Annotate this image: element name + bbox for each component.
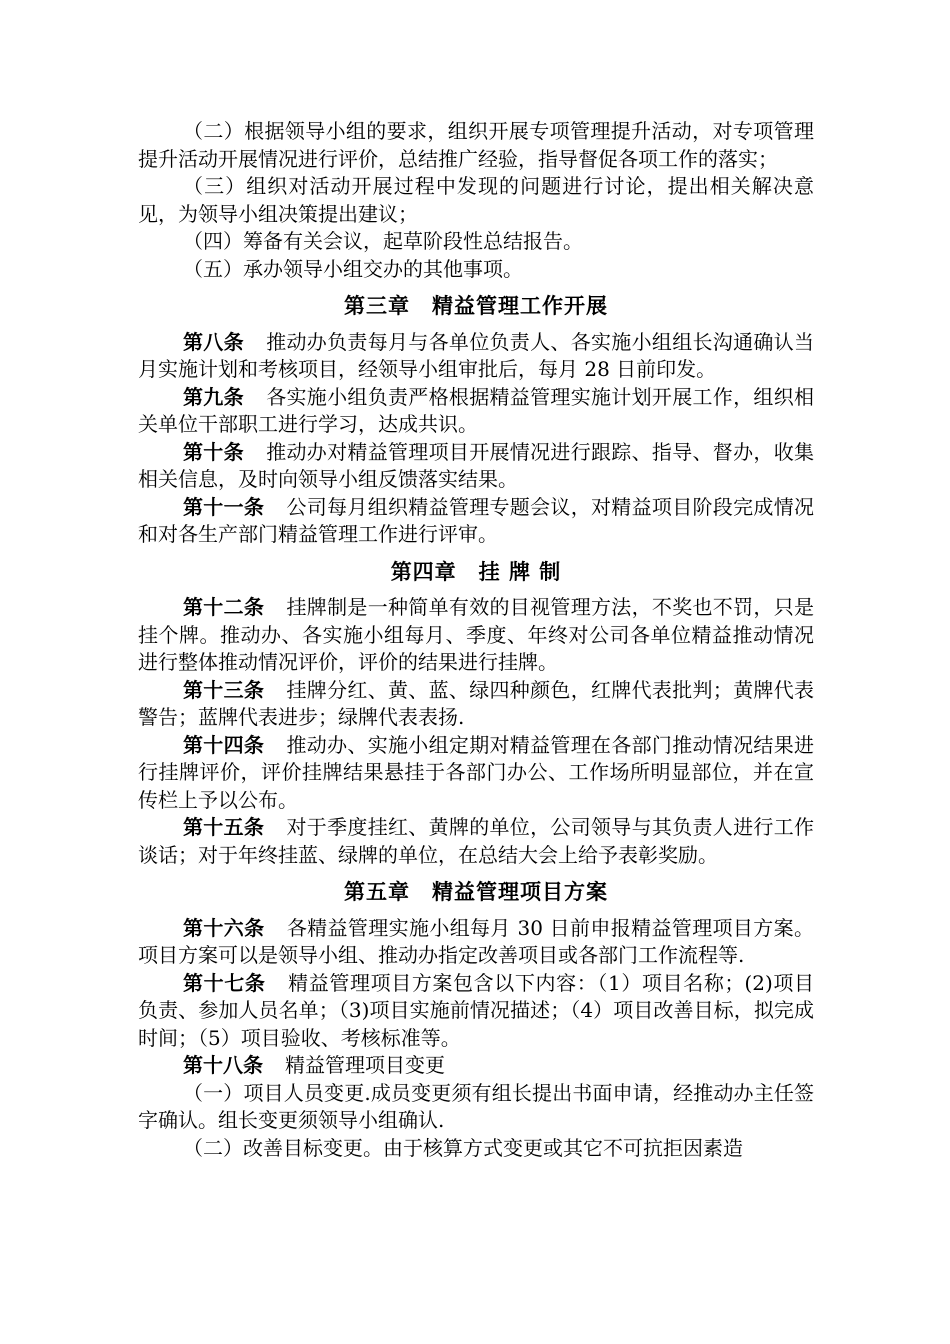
article-label: 第十八条 xyxy=(183,1053,263,1077)
article xyxy=(138,970,814,1053)
chapter-heading-5: 第五章 精益管理项目方案 xyxy=(344,880,608,904)
article-text: 推动办负责每月与各单位负责人、各实施小组组长沟通确认当月实施计划和考核项目，经领导小组审批后，每月 28 日前印发。 xyxy=(138,329,815,381)
article-label: 第十五条 xyxy=(183,815,265,839)
article xyxy=(138,384,814,439)
article-label: 第十二条 xyxy=(183,595,265,619)
intro-item: （二）根据领导小组的要求，组织开展专项管理提升活动，对专项管理提升活动开展情况进行评价，总结推广经验，指导督促各项工作的落实； xyxy=(138,119,814,171)
article xyxy=(138,329,814,384)
chapter-heading-3: 第三章 精益管理工作开展 xyxy=(344,294,608,318)
article-text: 推动办对精益管理项目开展情况进行跟踪、指导、督办，收集相关信息，及时向领导小组反馈落实结果。 xyxy=(138,439,815,491)
article xyxy=(138,594,814,677)
article-label: 第十六条 xyxy=(183,915,265,940)
article-text: 精益管理项目方案包含以下内容：（1）项目名称；(2)项目负责、参加人员名单；（3)项目实施前情况描述；（4）项目改善目标，拟完成时间；（5）项目验收、考核标准等。 xyxy=(138,970,815,1050)
article-text: 精益管理项目变更 xyxy=(285,1053,445,1077)
intro-item: （四）筹备有关会议，起草阶段性总结报告。 xyxy=(183,229,583,253)
article-label: 第九条 xyxy=(183,384,244,409)
article xyxy=(138,677,814,732)
article-label: 第八条 xyxy=(183,329,244,354)
article-label: 第十三条 xyxy=(183,677,265,702)
article xyxy=(138,494,814,549)
article-text: 各精益管理实施小组每月 30 日前申报精益管理项目方案。项目方案可以是领导小组、推动办指定改善项目或各部门工作流程等. xyxy=(138,915,815,967)
article xyxy=(138,915,814,970)
article-label: 第十四条 xyxy=(183,732,265,757)
article-label: 第十一条 xyxy=(183,494,265,519)
article xyxy=(138,732,814,815)
article-text: 推动办、实施小组定期对精益管理在各部门推动情况结果进行挂牌评价，评价挂牌结果悬挂于各部门办公、工作场所明显部位，并在宣传栏上予以公布。 xyxy=(138,732,815,812)
document-page xyxy=(138,118,814,1162)
article-text: 公司每月组织精益管理专题会议，对精益项目阶段完成情况和对各生产部门精益管理工作进行评审。 xyxy=(138,494,815,546)
article xyxy=(138,1052,814,1080)
article-text: 挂牌分红、黄、蓝、绿四种颜色，红牌代表批判；黄牌代表警告；蓝牌代表进步；绿牌代表表扬. xyxy=(138,677,815,729)
sub-item: （二）改善目标变更。由于核算方式变更或其它不可抗拒因素造 xyxy=(183,1135,743,1160)
article-text: 对于季度挂红、黄牌的单位，公司领导与其负责人进行工作谈话；对于年终挂蓝、绿牌的单位，在总结大会上给予表彰奖励。 xyxy=(138,815,815,867)
intro-item: （三）组织对活动开展过程中发现的问题进行讨论，提出相关解决意见，为领导小组决策提出建议； xyxy=(138,174,814,226)
article xyxy=(138,814,814,869)
article-text: 各实施小组负责严格根据精益管理实施计划开展工作，组织相关单位干部职工进行学习，达成共识。 xyxy=(138,384,815,436)
article xyxy=(138,439,814,494)
article-label: 第十七条 xyxy=(183,970,266,995)
sub-item: （一）项目人员变更.成员变更须有组长提出书面申请，经推动办主任签字确认。组长变更须领导小组确认. xyxy=(138,1080,814,1132)
chapter-heading-4: 第四章 挂 牌 制 xyxy=(390,559,562,584)
article-label: 第十条 xyxy=(183,439,244,464)
intro-item: （五）承办领导小组交办的其他事项。 xyxy=(183,256,523,281)
article-text: 挂牌制是一种简单有效的目视管理方法，不奖也不罚，只是挂个牌。推动办、各实施小组每月、季度、年终对公司各单位精益推动情况进行整体推动情况评价，评价的结果进行挂牌。 xyxy=(138,595,815,674)
